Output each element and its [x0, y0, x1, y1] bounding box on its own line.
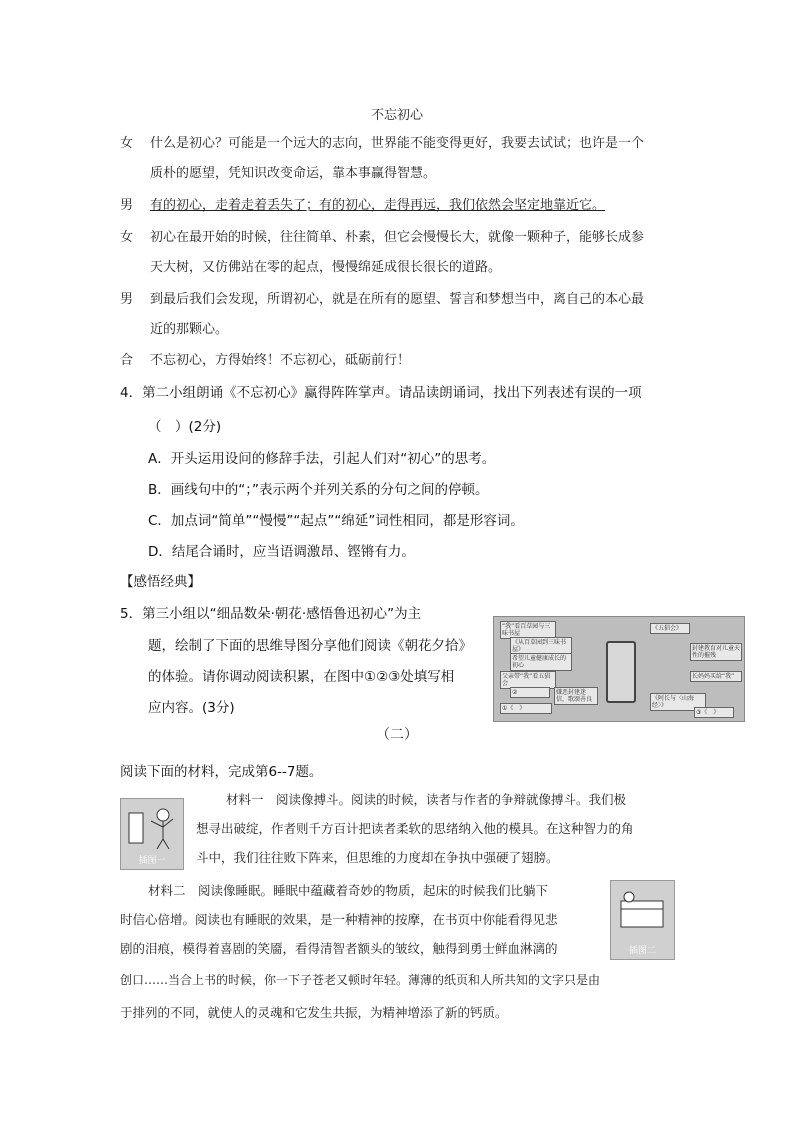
material-2-line-3: 剧的泪痕，模得着喜剧的笑靥，看得清智者额头的皱纹，触得到勇士鲜血淋漓的 — [120, 941, 558, 956]
question-5-line-4: 应内容。(3分) — [148, 700, 235, 716]
material-2-line-4: 创口……当合上书的时候，你一下子苍老又顿时年轻。薄薄的纸页和人所共知的文字只是由 — [120, 973, 601, 987]
mind-node: “我”看百草园与三味书屋 — [500, 621, 556, 639]
question-4-answer-blank: （ ）(2分) — [148, 419, 222, 435]
poem-title: 不忘初心 — [370, 108, 423, 123]
role-label: 男 — [120, 292, 134, 307]
mind-node: 长妈妈买给“我” — [690, 671, 742, 682]
underlined-sentence: 有的初心，走着走着丢失了；有的初心，走得再远，我们依然会坚定地靠近它。 — [150, 198, 606, 213]
mind-node: 希望儿童健康成长的初心 — [510, 653, 572, 671]
line-text: 初心在最开始的时候，往往简单、朴素，但它会慢慢长大，就像一颗种子，能够长成参 — [150, 230, 645, 245]
role-label: 男 — [120, 198, 134, 213]
role-label: 合 — [120, 353, 134, 368]
poem-line-1-cont: 质朴的愿望，凭知识改变命运，靠本事赢得智慧。 — [150, 166, 437, 181]
mind-node: ② — [510, 687, 550, 698]
poem-line-3 — [120, 222, 680, 253]
illustration-2 — [610, 880, 675, 960]
mind-node: 《五猖会》 — [650, 623, 690, 634]
illustration-1-label: 插图一 — [138, 856, 166, 866]
option-c: C．加点词“简单”“慢慢”“起点”“绵延”词性相同，都是形容词。 — [148, 513, 524, 529]
poem-line-5 — [120, 345, 680, 376]
material-1-line-2: 想寻出破绽，作者则千方百计把读者柔软的思绪纳入他的模具。在这种智力的角 — [196, 821, 634, 836]
poem-line-4 — [120, 284, 680, 315]
option-d: D．结尾合诵时，应当语调激昂、铿锵有力。 — [148, 544, 415, 560]
question-5-line-2: 题，绘制了下面的思维导图分享他们阅读《朝花夕拾》 — [148, 638, 472, 654]
material-2-line-2: 时信心倍增。阅读也有睡眠的效果，是一种精神的按摩，在书页中你能看得见悲 — [120, 912, 558, 927]
section-heading: 【感悟经典】 — [120, 574, 201, 590]
illustration-1 — [120, 798, 184, 870]
poem-line-4-cont: 近的那颗心。 — [150, 322, 229, 337]
line-text: 不忘初心，方得始终！不忘初心，砥砺前行！ — [150, 353, 411, 368]
mind-node: 《从百草园到三味书屋》 — [510, 637, 572, 655]
mind-node: 《阿长与〈山海经〉》 — [650, 693, 706, 711]
question-5-line-1: 5．第三小组以“细品数朵·朝花·感悟鲁迅初心”为主 — [120, 606, 422, 622]
poem-line-1 — [120, 128, 680, 159]
mind-node: 嫌恶封建迷信，歌颂善良 — [554, 687, 598, 705]
mind-node: ③《 》 — [694, 707, 734, 718]
line-text: 到最后我们会发现，所谓初心，就是在所有的愿望、誓言和梦想当中，离自己的本心最 — [150, 292, 645, 307]
sleeping-book-icon — [611, 881, 674, 941]
question-4-stem: 4．第二小组朗诵《不忘初心》赢得阵阵掌声。请品读朗诵词，找出下列表述有误的一项 — [120, 385, 642, 401]
book-icon — [606, 641, 636, 703]
poem-line-2 — [120, 190, 680, 221]
mind-node: ①《 》 — [500, 703, 552, 714]
material-1-line-3: 斗中，我们往往败下阵来，但思维的力度却在争执中强硬了翅膀。 — [196, 850, 559, 865]
material-1-line-1: 材料一 阅读像搏斗。阅读的时候，读者与作者的争辩就像搏斗。我们极 — [226, 792, 627, 807]
line-text: 什么是初心？可能是一个远大的志向，世界能不能变得更好，我要去试试；也许是一个 — [150, 136, 645, 151]
part-heading: （二） — [376, 727, 418, 743]
illustration-2-label: 插图二 — [628, 946, 656, 956]
role-label: 女 — [120, 136, 134, 151]
material-2-line-1: 材料二 阅读像睡眠。睡眠中蕴藏着奇妙的物质，起床的时候我们比躺下 — [148, 883, 549, 898]
question-5-line-3: 的体验。请你调动阅读积累，在图中①②③处填写相 — [148, 669, 455, 685]
option-a: A．开头运用设问的修辞手法，引起人们对“初心”的思考。 — [148, 451, 496, 467]
poem-line-3-cont: 天大树，又仿佛站在零的起点，慢慢绵延成很长很长的道路。 — [150, 260, 502, 275]
mind-node: 父亲带“我”看五猖会 — [500, 671, 556, 689]
role-label: 女 — [120, 230, 134, 245]
mind-map-image — [493, 616, 745, 722]
boxing-figures-icon — [121, 799, 183, 855]
option-b: B．画线句中的“；”表示两个并列关系的分句之间的停顿。 — [148, 482, 489, 498]
reading-instruction: 阅读下面的材料，完成第6--7题。 — [120, 764, 323, 780]
material-2-line-5: 于排列的不同，就使人的灵魂和它发生共振，为精神增添了新的钙质。 — [120, 1005, 508, 1020]
mind-node: 封建教育对儿童天性的摧残 — [692, 645, 741, 659]
